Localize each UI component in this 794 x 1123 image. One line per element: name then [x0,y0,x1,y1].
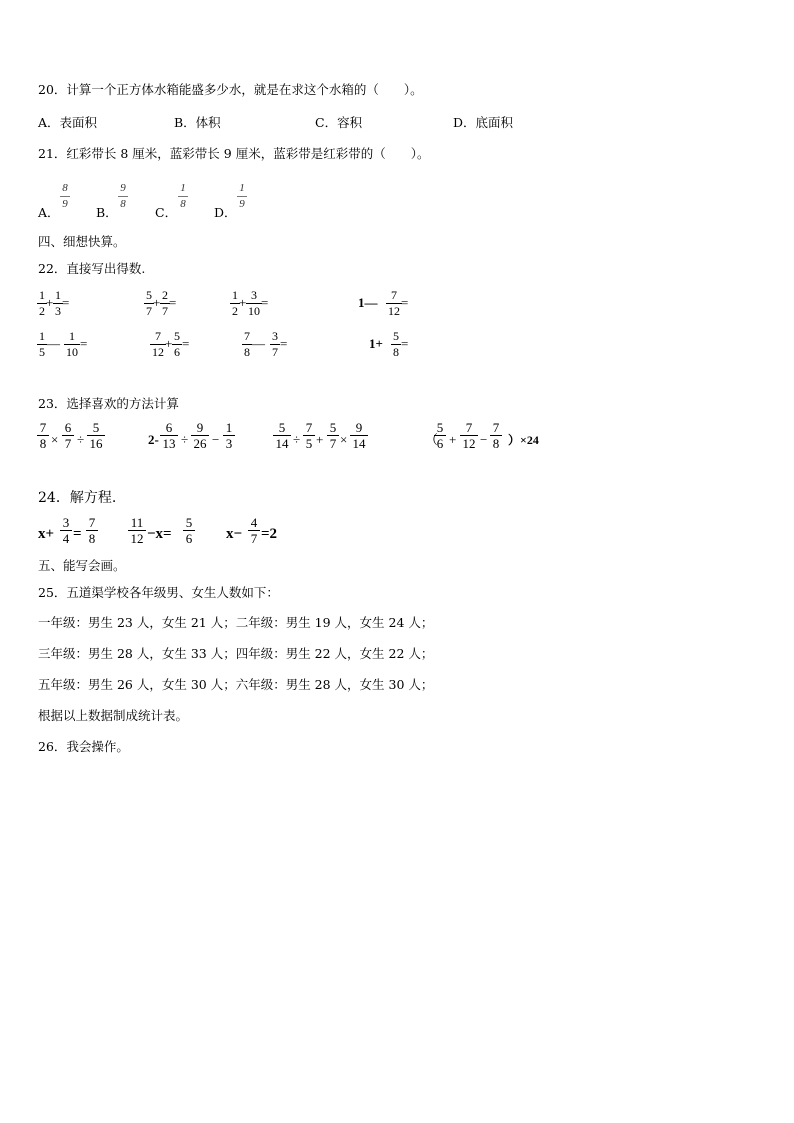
q20-option-b: B．体积 [174,115,221,130]
q22-r2e3-fraction-1 [242,330,252,359]
q20-option-d: D．底面积 [453,115,514,130]
numerator: 7 [391,288,397,302]
denominator: 3 [55,304,61,318]
denominator: 26 [193,436,207,451]
numerator: 1 [39,329,45,343]
denominator: 7 [162,304,168,318]
q23-e3-operator-2: + [316,432,324,447]
numerator: 5 [436,420,444,435]
denominator: 12 [388,304,400,318]
question-22-stem: 22．直接写出得数. [38,261,146,276]
q24-e1-lead: x+ [38,526,55,542]
denominator: 4 [62,531,70,546]
denominator: 6 [436,436,444,451]
denominator: 6 [174,345,180,359]
numerator: 1 [55,288,61,302]
q24-e3-fraction-1 [248,516,260,545]
denominator: 7 [146,304,152,318]
q23-e1-operator-1: × [51,432,59,447]
question-23-stem: 23．选择喜欢的方法计算 [38,396,179,411]
q22-r1e3-operator: + [239,295,247,310]
q23-e3-fraction-2 [303,421,315,450]
q24-e1-equals: = [73,526,82,542]
q24-e1-fraction-1 [60,516,72,545]
numerator: 1 [69,329,75,343]
q23-e3-operator-1: ÷ [293,432,301,447]
denominator: 5 [305,436,313,451]
section-4-heading: 四、细想快算。 [38,234,126,249]
q23-e4-open-paren: （ [425,432,439,447]
numerator: 7 [305,420,313,435]
q25-instruction: 根据以上数据制成统计表。 [38,708,189,723]
q23-e2-fraction-2 [191,421,209,450]
fraction-bar [237,196,247,197]
numerator: 5 [146,288,152,302]
q22-r2e2-fraction-1 [150,330,166,359]
q22-r1e4-equals: = [401,295,409,310]
q22-r1e3-equals: = [261,295,269,310]
denominator: 8 [88,531,96,546]
numerator: 2 [162,288,168,302]
numerator: 1 [180,182,186,194]
q22-r1e4-fraction-1 [386,289,402,318]
denominator: 7 [329,436,337,451]
q23-e4-operator-1: + [449,432,457,447]
numerator: 9 [355,420,363,435]
q23-e3-operator-3: × [340,432,348,447]
q23-e3-fraction-4 [350,421,368,450]
question-20-stem: 20．计算一个正方体水箱能盛多少水，就是在求这个水箱的（ ）。 [38,82,423,97]
denominator: 8 [492,436,500,451]
numerator: 6 [64,420,72,435]
numerator: 1 [225,420,233,435]
denominator: 8 [180,198,186,210]
numerator: 3 [62,515,70,530]
question-24-stem: 24．解方程. [38,490,117,506]
q23-e1-operator-2: ÷ [77,432,85,447]
q21-label-d: D． [214,205,237,220]
numerator: 5 [92,420,100,435]
fraction-bar [178,196,188,197]
q23-e2-operator-2: − [212,432,220,447]
denominator: 10 [248,304,260,318]
denominator: 12 [462,436,476,451]
q21-fraction-d [237,182,247,211]
q23-e1-fraction-2 [62,421,74,450]
numerator: 7 [39,420,47,435]
q23-e2-fraction-3 [223,421,235,450]
denominator: 16 [89,436,103,451]
denominator: 14 [352,436,366,451]
denominator: 6 [185,531,193,546]
q23-e1-fraction-1 [37,421,49,450]
q20-option-a: A．表面积 [38,115,98,130]
q23-e2-operator-1: ÷ [181,432,189,447]
section-5-heading: 五、能写会画。 [38,558,126,573]
numerator: 1 [39,288,45,302]
q21-label-c: C． [155,205,178,220]
q22-r2e2-equals: = [182,336,190,351]
q22-r1e4-lead: 1— [358,295,378,310]
q21-fraction-a [60,182,70,211]
q22-r1e3-fraction-2 [246,289,262,318]
numerator: 7 [155,329,161,343]
q23-e4-fraction-2 [460,421,478,450]
denominator: 8 [244,345,250,359]
numerator: 7 [88,515,96,530]
q22-r2e1-operator: — [47,336,60,351]
q21-label-a: A． [38,205,60,220]
q21-label-b: B． [96,205,118,220]
q21-fraction-b [118,182,128,211]
denominator: 12 [130,531,144,546]
q22-r2e1-fraction-1 [37,330,47,359]
q24-e3-tail: =2 [261,526,278,542]
denominator: 9 [62,198,68,210]
q22-r2e2-fraction-2 [172,330,182,359]
numerator: 5 [278,420,286,435]
denominator: 5 [39,345,45,359]
question-26-stem: 26．我会操作。 [38,739,129,754]
denominator: 14 [275,436,289,451]
numerator: 9 [120,182,126,194]
q21-fraction-c [178,182,188,211]
q23-e4-operator-2: − [480,432,488,447]
denominator: 9 [239,198,245,210]
q24-e2-fraction-1 [128,516,146,545]
q22-r2e3-operator: — [252,336,265,351]
q22-r2e2-operator: + [165,336,173,351]
denominator: 8 [39,436,47,451]
fraction-bar [118,196,128,197]
q23-e4-fraction-1 [434,421,446,450]
q24-e3-lead: x− [226,526,243,542]
fraction-bar [60,196,70,197]
numerator: 5 [393,329,399,343]
numerator: 3 [251,288,257,302]
q22-r1e1-equals: = [62,295,70,310]
denominator: 7 [250,531,258,546]
denominator: 7 [64,436,72,451]
numerator: 8 [62,182,68,194]
denominator: 2 [39,304,45,318]
numerator: 1 [239,182,245,194]
q23-e4-close: ）×24 [508,433,539,447]
denominator: 10 [66,345,78,359]
q22-r2e4-fraction-1 [391,330,401,359]
q23-e2-fraction-1 [160,421,178,450]
q24-e1-fraction-2 [86,516,98,545]
denominator: 7 [272,345,278,359]
denominator: 2 [232,304,238,318]
denominator: 3 [225,436,233,451]
q23-e2-lead: 2- [148,432,159,447]
q22-r2e3-equals: = [280,336,288,351]
numerator: 9 [196,420,204,435]
numerator: 5 [329,420,337,435]
q22-r2e4-lead: 1+ [369,336,383,351]
question-21-stem: 21．红彩带长 8 厘米，蓝彩带长 9 厘米，蓝彩带是红彩带的（ ）。 [38,146,430,161]
denominator: 13 [162,436,176,451]
numerator: 5 [174,329,180,343]
q22-r1e2-operator: + [153,295,161,310]
numerator: 7 [244,329,250,343]
q25-data-line-2: 三年级：男生 28 人，女生 33 人；四年级：男生 22 人，女生 22 人； [38,646,434,661]
q22-r2e3-fraction-2 [270,330,280,359]
numerator: 1 [232,288,238,302]
q25-data-line-1: 一年级：男生 23 人，女生 21 人；二年级：男生 19 人，女生 24 人； [38,615,434,630]
q22-r1e1-operator: + [46,295,54,310]
numerator: 7 [492,420,500,435]
question-25-stem: 25．五道渠学校各年级男、女生人数如下： [38,585,279,600]
q24-e2-fraction-2 [183,516,195,545]
numerator: 6 [165,420,173,435]
denominator: 12 [152,345,164,359]
numerator: 3 [272,329,278,343]
q22-r1e2-equals: = [169,295,177,310]
denominator: 8 [120,198,126,210]
q20-option-c: C．容积 [315,115,363,130]
numerator: 11 [130,515,144,530]
q23-e3-fraction-1 [273,421,291,450]
numerator: 7 [465,420,473,435]
q25-data-line-3: 五年级：男生 26 人，女生 30 人；六年级：男生 28 人，女生 30 人； [38,677,434,692]
numerator: 5 [185,515,193,530]
q22-r2e4-equals: = [401,336,409,351]
denominator: 8 [393,345,399,359]
q23-e3-fraction-3 [327,421,339,450]
q24-e2-middle: −x= [147,526,172,542]
q23-e1-fraction-3 [87,421,105,450]
q23-e4-fraction-3 [490,421,502,450]
q22-r2e1-fraction-2 [64,330,80,359]
numerator: 4 [250,515,258,530]
q22-r2e1-equals: = [80,336,88,351]
